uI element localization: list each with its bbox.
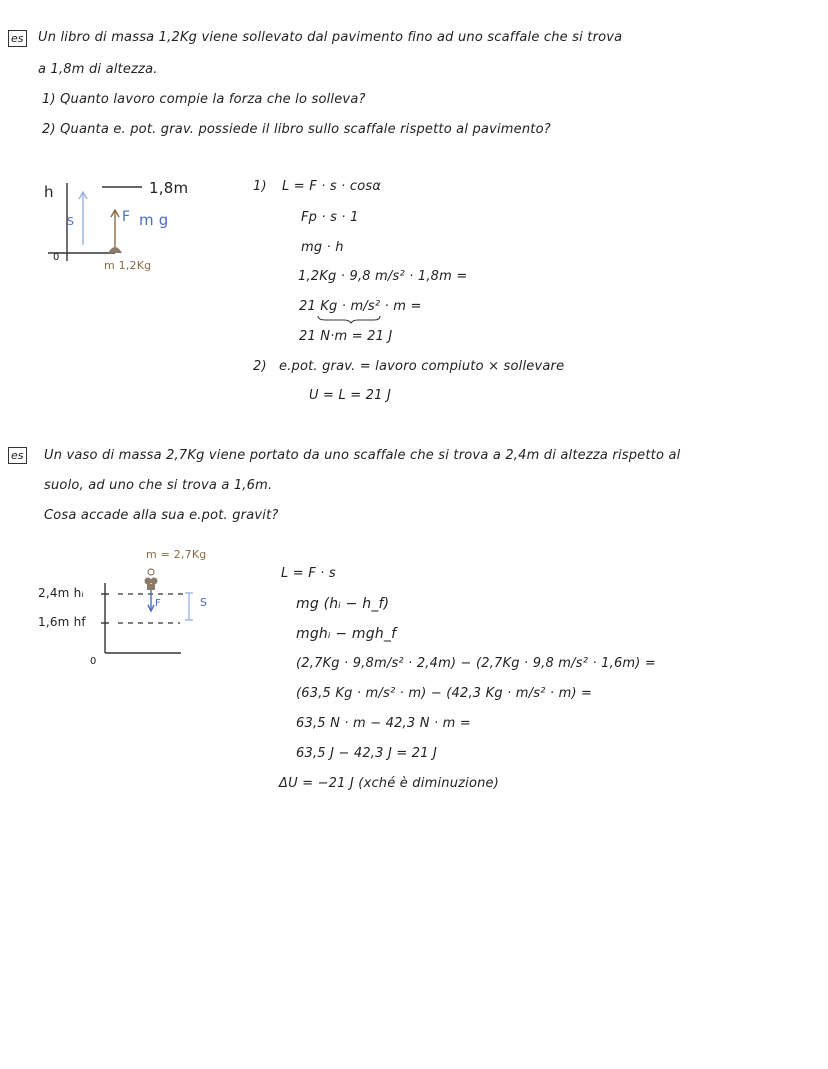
solution1-line: 21 N·m = 21 J — [299, 329, 393, 344]
solution1-number: 1) — [253, 179, 267, 194]
initial-height-label: 2,4m hᵢ — [38, 586, 84, 600]
solution1-line: 1,2Kg · 9,8 m/s² · 1,8m = — [298, 269, 468, 284]
solution-line: 63,5 N · m − 42,3 N · m = — [296, 716, 471, 731]
exercise1-text-line1: Un libro di massa 1,2Kg viene sollevato dal pavimento fino ad uno scaffale che si trova — [38, 30, 623, 45]
mg-label: m g — [139, 211, 169, 229]
solution-line: mghᵢ − mgh_f — [296, 626, 397, 642]
solution1-line: 21 Kg · m/s² · m = — [299, 299, 422, 314]
solution2-number: 2) — [253, 359, 267, 374]
solution-result: ΔU = −21 J (xché è diminuzione) — [279, 776, 500, 791]
exercise2-text-line1: Un vaso di massa 2,7Kg viene portato da uno scaffale che si trova a 2,4m di altezza rispetto al — [44, 448, 681, 463]
displacement-label: S — [200, 596, 208, 609]
exercise2-text-line2: suolo, ad uno che si trova a 1,6m. — [44, 478, 273, 493]
exercise-badge: es — [8, 447, 27, 464]
exercise2-text-line3: Cosa accade alla sua e.pot. gravit? — [44, 508, 279, 523]
force-label: F — [122, 209, 131, 225]
mass-label: m 1,2Kg — [104, 259, 152, 272]
solution-line: L = F · s — [281, 566, 336, 581]
final-height-label: 1,6m hf — [38, 615, 86, 629]
solution2-line1: e.pot. grav. = lavoro compiuto × sollevare — [279, 359, 565, 374]
height-label: 1,8m — [149, 179, 189, 197]
solution2-line2: U = L = 21 J — [309, 388, 391, 403]
vase-icon — [145, 569, 158, 590]
force-label: F — [155, 598, 161, 609]
solution-line: (2,7Kg · 9,8m/s² · 2,4m) − (2,7Kg · 9,8 m/s² · 1,6m) = — [296, 656, 656, 671]
solution-line: 63,5 J − 42,3 J = 21 J — [296, 746, 438, 761]
axis-h-label: h — [44, 183, 54, 201]
displacement-label: S — [67, 215, 75, 228]
exercise1-question1: 1) Quanto lavoro compie la forza che lo solleva? — [42, 92, 366, 107]
solution1-line: Fp · s · 1 — [301, 210, 359, 225]
exercise2-diagram — [85, 568, 195, 668]
exercise1-question2: 2) Quanta e. pot. grav. possiede il libro sullo scaffale rispetto al pavimento? — [42, 122, 551, 137]
exercise1-text-line2: a 1,8m di altezza. — [38, 62, 158, 77]
solution1-line: L = F · s · cosα — [282, 179, 382, 194]
vase-mass-label: m = 2,7Kg — [146, 548, 207, 561]
underbrace — [316, 314, 386, 324]
solution1-line: mg · h — [301, 240, 344, 255]
axis-zero-label: 0 — [53, 252, 60, 263]
exercise-badge: es — [8, 30, 27, 47]
solution-line: mg (hᵢ − h_f) — [296, 596, 390, 612]
book-mass — [108, 247, 122, 253]
solution-line: (63,5 Kg · m/s² · m) − (42,3 Kg · m/s² · m) = — [296, 686, 593, 701]
axis-zero-label: 0 — [90, 656, 97, 667]
